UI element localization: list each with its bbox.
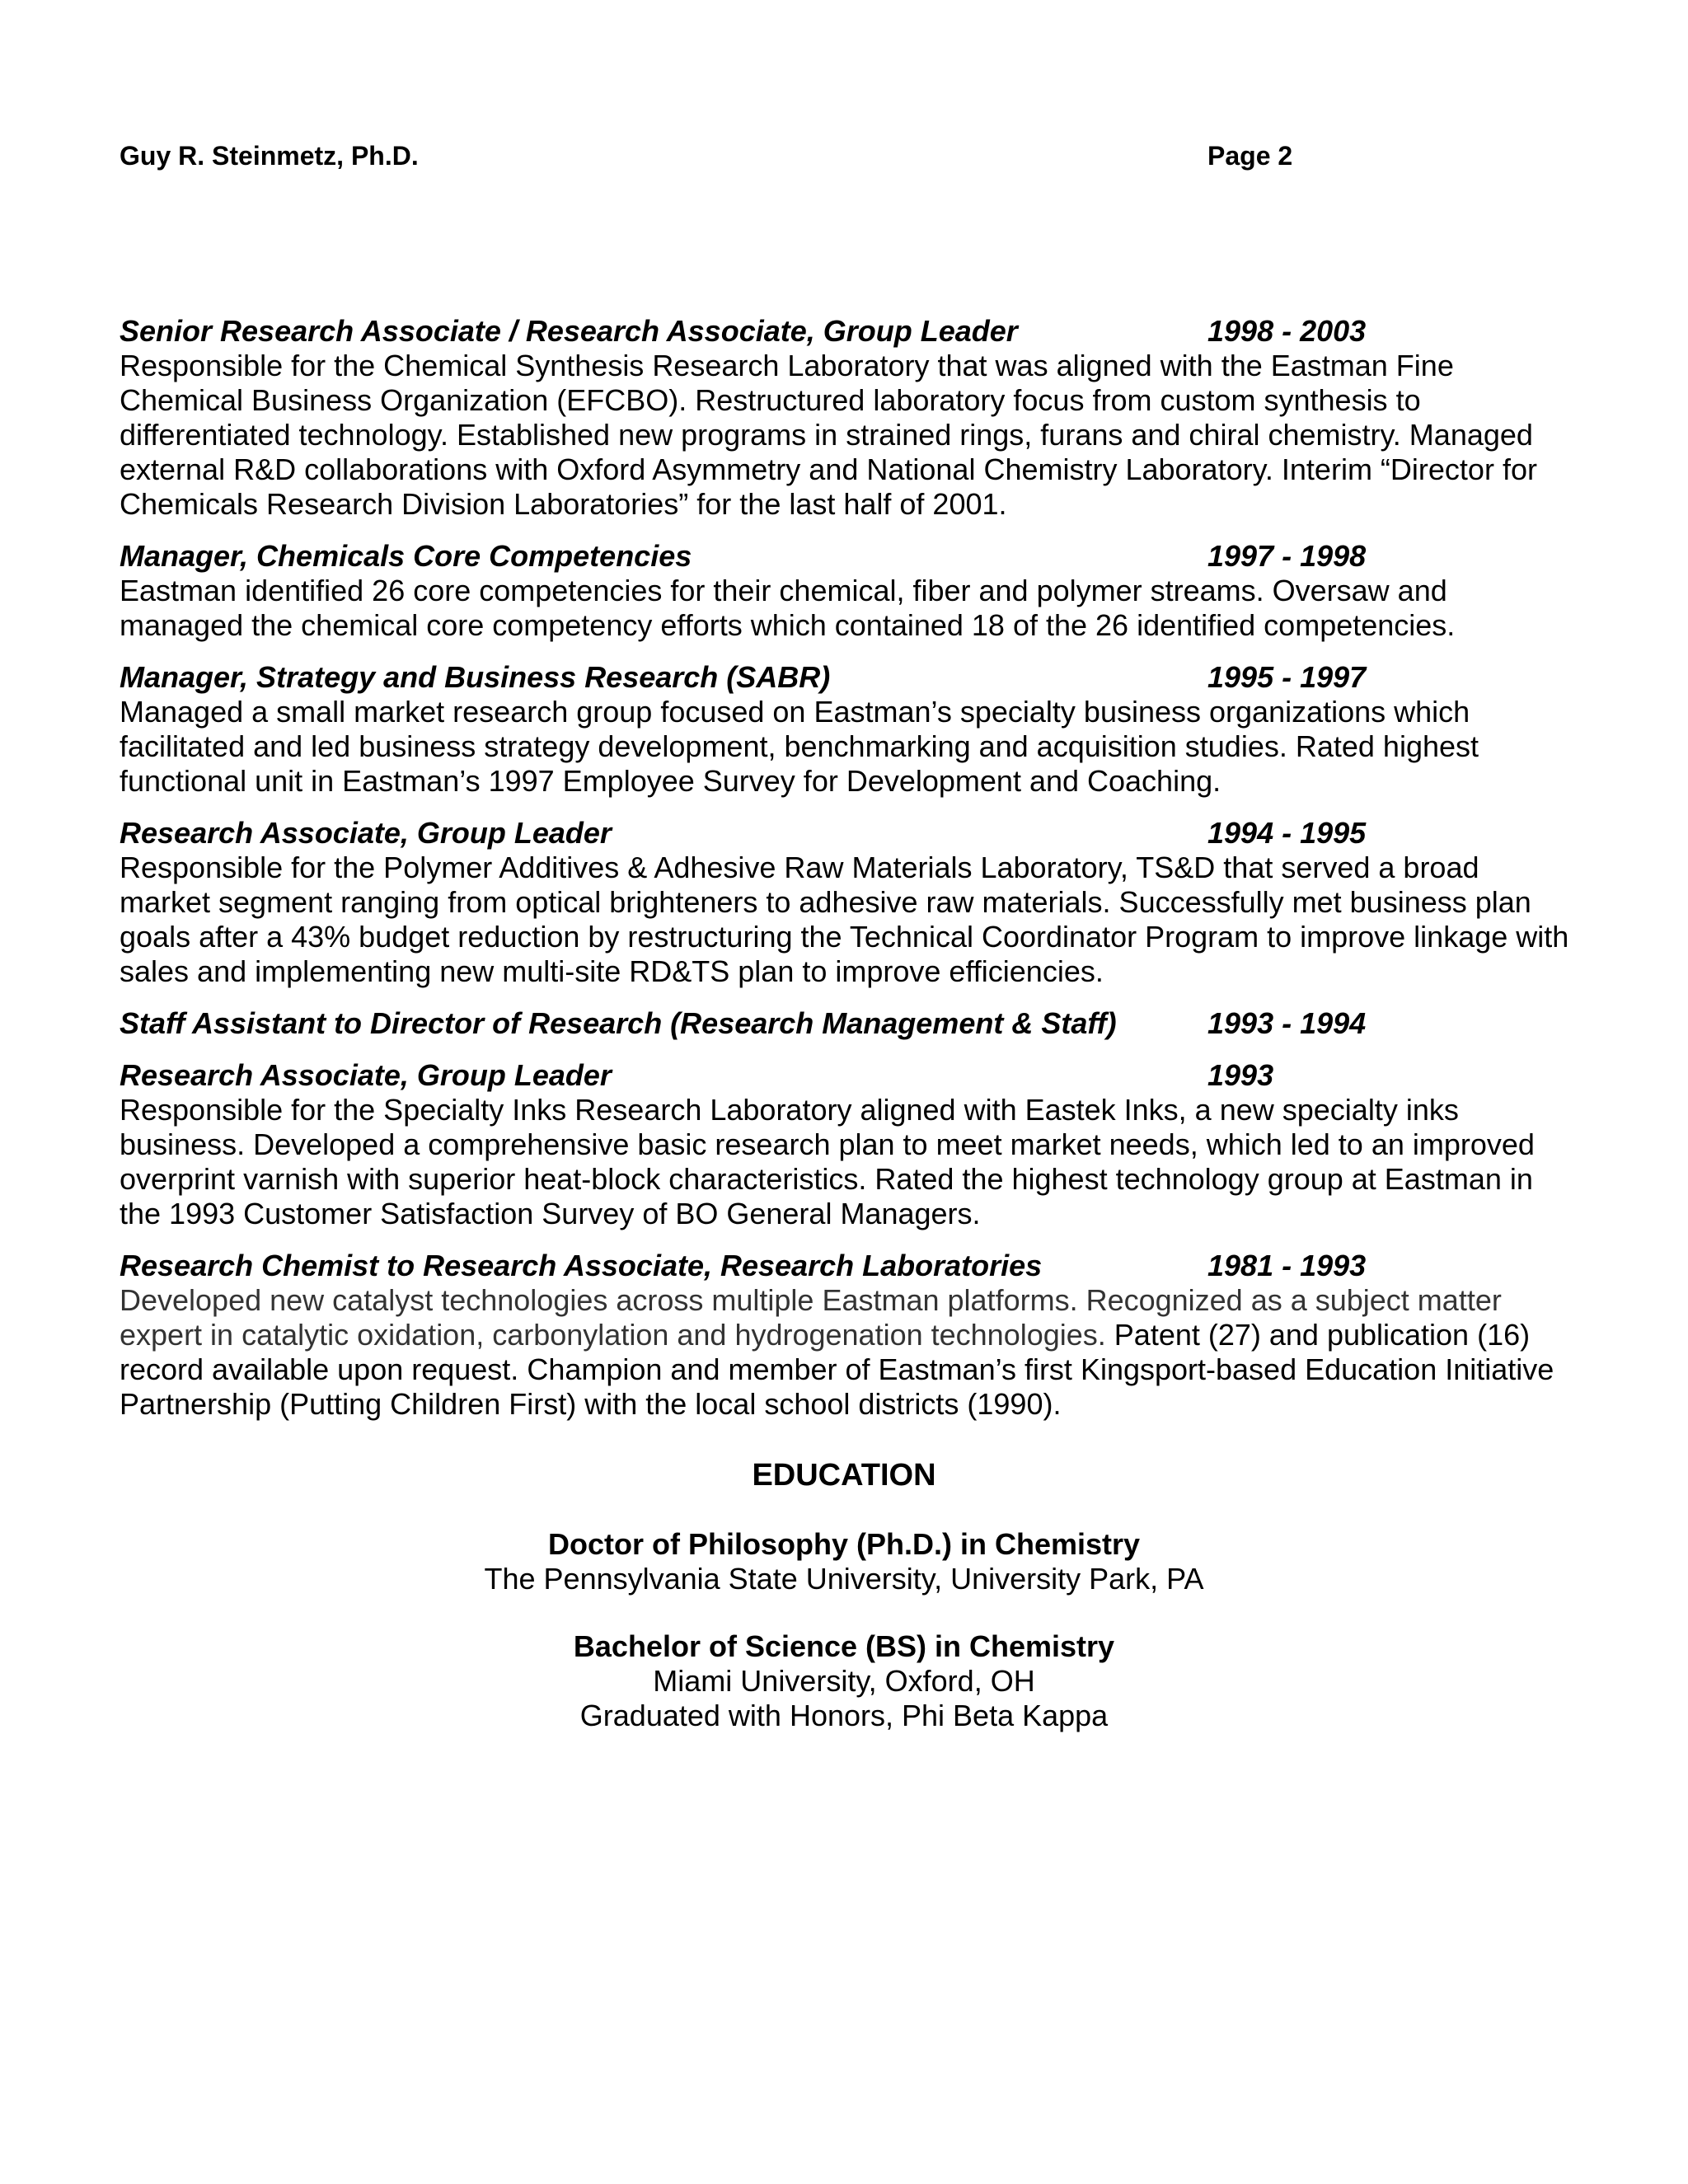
job-title: Manager, Chemicals Core Competencies	[120, 539, 692, 573]
job-description: Responsible for the Polymer Additives & Adhesive Raw Materials Laboratory, TS&D that served a broad market segment ranging from optical brighteners to adhesive raw materials. Successfully met business plan goals after a 43% budget reduction by restructuring the Technical Coordinator Program to improve linkage with sales and implementing new multi-site RD&TS plan to improve efficiencies.	[120, 851, 1569, 988]
job-title: Research Associate, Group Leader	[120, 1058, 612, 1092]
education-heading: EDUCATION	[752, 1458, 936, 1493]
job-entry	[120, 659, 1570, 799]
page-header	[120, 135, 1300, 176]
job-title: Manager, Strategy and Business Research (SABR)	[120, 660, 831, 694]
job-header	[120, 313, 1570, 349]
job-header	[120, 659, 1570, 695]
job-title: Senior Research Associate / Research Associate, Group Leader	[120, 314, 1018, 348]
job-entry	[120, 1248, 1570, 1422]
job-header	[120, 538, 1570, 574]
degree-title: Doctor of Philosophy (Ph.D.) in Chemistry	[547, 1527, 1141, 1561]
job-description: Responsible for the Specialty Inks Research Laboratory aligned with Eastek Inks, a new specialty inks business. Developed a comprehensive basic research plan to meet market needs, which led to an improved overprint varnish with superior heat-block characteristics. Rated the highest technology group at Eastman in the 1993 Customer Satisfaction Survey of BO General Managers.	[120, 1093, 1535, 1230]
job-dates: 1994 - 1995	[1207, 816, 1367, 850]
job-description: Managed a small market research group focused on Eastman’s specialty business organizations which facilitated and led business strategy development, benchmarking and acquisition studies. Rated highest functional unit in Eastman’s 1997 Employee Survey for Development and Coaching.	[120, 695, 1479, 798]
job-description	[120, 1283, 1570, 1422]
job-dates: 1997 - 1998	[1207, 539, 1367, 573]
header-name: Guy R. Steinmetz, Ph.D.	[120, 141, 419, 171]
degree-title: Bachelor of Science (BS) in Chemistry	[573, 1629, 1115, 1663]
degree-entry	[0, 1629, 1688, 1733]
job-header	[120, 1005, 1570, 1041]
job-header	[120, 1248, 1570, 1283]
job-entry	[120, 1057, 1570, 1231]
job-entry	[120, 538, 1570, 643]
degree-institution: The Pennsylvania State University, University Park, PA	[484, 1562, 1204, 1596]
job-description: Responsible for the Chemical Synthesis Research Laboratory that was aligned with the Eastman Fine Chemical Business Organization (EFCBO). Restructured laboratory focus from custom synthesis to differentiated technology. Established new programs in strained rings, furans and chiral chemistry. Managed external R&D collaborations with Oxford Asymmetry and National Chemistry Laboratory. Interim “Director for Chemicals Research Division Laboratories” for the last half of 2001.	[120, 349, 1537, 521]
job-dates: 1998 - 2003	[1207, 314, 1367, 348]
experience-section	[120, 313, 1570, 1438]
job-entry	[120, 1005, 1570, 1041]
job-entry	[120, 815, 1570, 989]
job-title: Research Chemist to Research Associate, Research Laboratories	[120, 1249, 1043, 1282]
job-dates: 1993 - 1994	[1207, 1006, 1367, 1040]
job-title: Staff Assistant to Director of Research (Research Management & Staff)	[120, 1006, 1117, 1040]
job-header	[120, 1057, 1570, 1093]
degree-institution: Miami University, Oxford, OH	[653, 1664, 1035, 1698]
job-dates: 1993	[1207, 1058, 1274, 1092]
job-dates: 1981 - 1993	[1207, 1249, 1367, 1282]
page-number: Page 2	[1207, 141, 1293, 171]
job-dates: 1995 - 1997	[1207, 660, 1367, 694]
job-description: Eastman identified 26 core competencies for their chemical, fiber and polymer streams. Oversaw and managed the chemical core competency efforts which contained 18 of the 26 identified competencies.	[120, 574, 1456, 642]
degree-honors: Graduated with Honors, Phi Beta Kappa	[579, 1699, 1109, 1732]
job-title: Research Associate, Group Leader	[120, 816, 612, 850]
degree-entry	[0, 1527, 1688, 1596]
job-description-rest: Patent (27) and publication (16) record available upon request. Champion and member of Eastman’s first Kingsport-based Education Initiative Partnership (Putting Children First) with the local school districts (1990).	[120, 1318, 1554, 1421]
education-section	[0, 1456, 1688, 1766]
job-entry	[120, 313, 1570, 522]
job-header	[120, 815, 1570, 851]
job-description-lead: Developed new catalyst technologies across multiple Eastman platforms. Recognized as a subject matter expert in catalytic oxidation, carbonylation and hydrogenation technologies.	[120, 1283, 1502, 1352]
